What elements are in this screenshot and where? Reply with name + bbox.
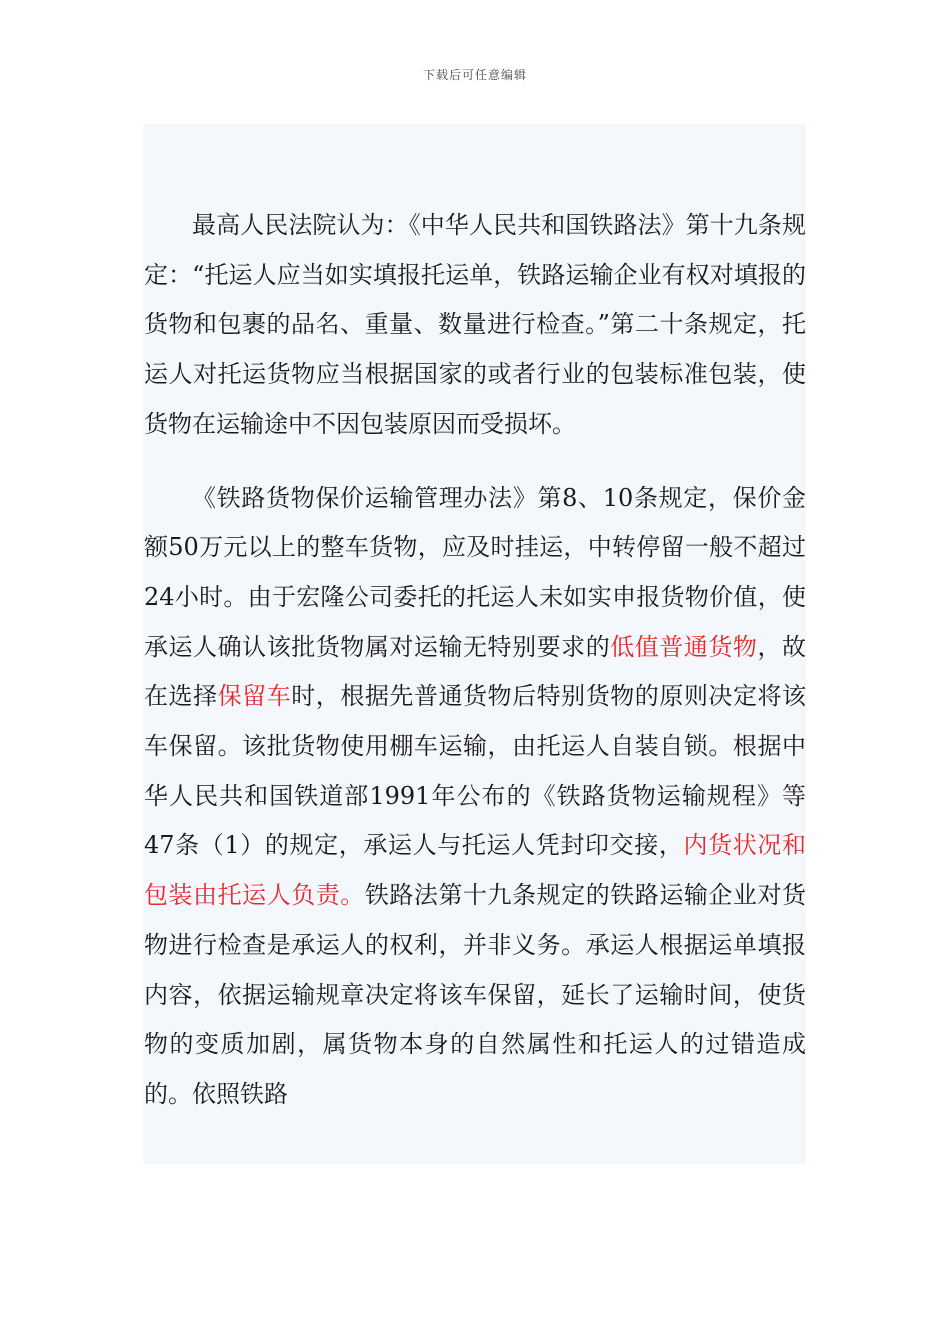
paragraph-court-opinion: 最高人民法院认为：《中华人民共和国铁路法》第十九条规定：“托运人应当如实填报托运单，铁路运输企业有权对填报的货物和包裹的品名、重量、数量进行检查。”第二十条规定，托运人对托运货物应当根据国家的或者行业的包装标准包装，使货物在运输途中不因包装原因而受损坏。 xyxy=(144,211,806,438)
text-segment: ，故在选择 xyxy=(144,632,807,711)
document-body xyxy=(143,124,806,1164)
paragraph-insured-transport-rules xyxy=(144,474,806,1120)
page-header-note: 下载后可任意编辑 xyxy=(422,68,527,82)
text-segment: 铁路法第十九条规定的铁路运输企业对货物进行检查是承运人的权利，并非义务。承运人根据运单填报内容，依据运输规章决定将该车保留，延长了运输时间，使货物的变质加剧，属货物本身的自然属性和托运人的过错造成的。依照铁路 xyxy=(144,881,807,1108)
text-segment: 《铁路货物保价运输管理办法》第8、10条规定，保价金额50万元以上的整车货物，应及时挂运，中转停留一般不超过24小时。由于宏隆公司委托的托运人未如实申报货物价值，使承运人确认该批货物属对运输无特别要求的 xyxy=(144,483,806,661)
highlight-low-value-goods: 低值普通货物 xyxy=(610,632,758,661)
highlight-retained-car: 保留车 xyxy=(217,682,292,711)
text-segment: 时，根据先普通货物后特别货物的原则决定将该车保留。该批货物使用棚车运输，由托运人自装自锁。根据中华人民共和国铁道部1991年公布的《铁路货物运输规程》等47条（1）的规定，承运人与托运人凭封印交接， xyxy=(144,682,807,860)
highlight-shipper-responsibility: 内货状况和包装由托运人负责。 xyxy=(144,831,807,910)
